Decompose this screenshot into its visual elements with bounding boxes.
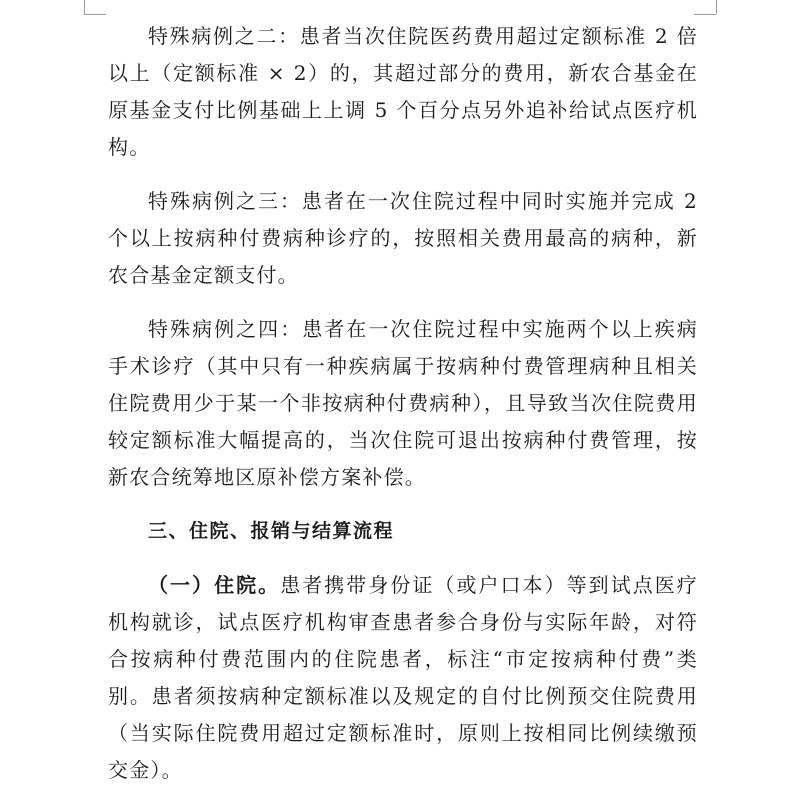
paragraph-special-case-4: 特殊病例之四：患者在一次住院过程中实施两个以上疾病手术诊疗（其中只有一种疾病属于按病种付费管理病种且相关住院费用少于某一个非按病种付费病种），且导致当次住院费用较定额标准大幅提高的，当次住院可退出按病种付费管理，按新农合统筹地区原补偿方案补偿。 bbox=[108, 317, 698, 489]
paragraph-lead-label: （一）住院。 bbox=[148, 573, 281, 597]
crop-mark-right-horizontal bbox=[694, 14, 716, 15]
paragraph-special-case-2: 特殊病例之二：患者当次住院医药费用超过定额标准 2 倍以上（定额标准 × 2）的，其超过部分的费用，新农合基金在原基金支付比例基础上上调 5 个百分点另外追补给试点医疗机构。 bbox=[108, 24, 698, 159]
paragraph-hospitalization bbox=[108, 567, 698, 789]
crop-mark-left-vertical bbox=[84, 0, 85, 14]
paragraph-hospitalization-text: 患者携带身份证（或户口本）等到试点医疗机构就诊，试点医疗机构审查患者参合身份与实际年龄，对符合按病种付费范围内的住院患者，标注“市定按病种付费”类别。患者须按病种定额标准以及规定的自付比例预交住院费用（当实际住院费用超过定额标准时，原则上按相同比例续缴预交金）。 bbox=[108, 573, 698, 782]
crop-mark-right-vertical bbox=[716, 0, 717, 14]
paragraph-special-case-3: 特殊病例之三：患者在一次住院过程中同时实施并完成 2 个以上按病种付费病种诊疗的，按照相关费用最高的病种，新农合基金定额支付。 bbox=[108, 189, 698, 287]
crop-mark-left-horizontal bbox=[84, 14, 106, 15]
section-heading: 三、住院、报销与结算流程 bbox=[148, 520, 395, 542]
document-body bbox=[108, 18, 698, 806]
